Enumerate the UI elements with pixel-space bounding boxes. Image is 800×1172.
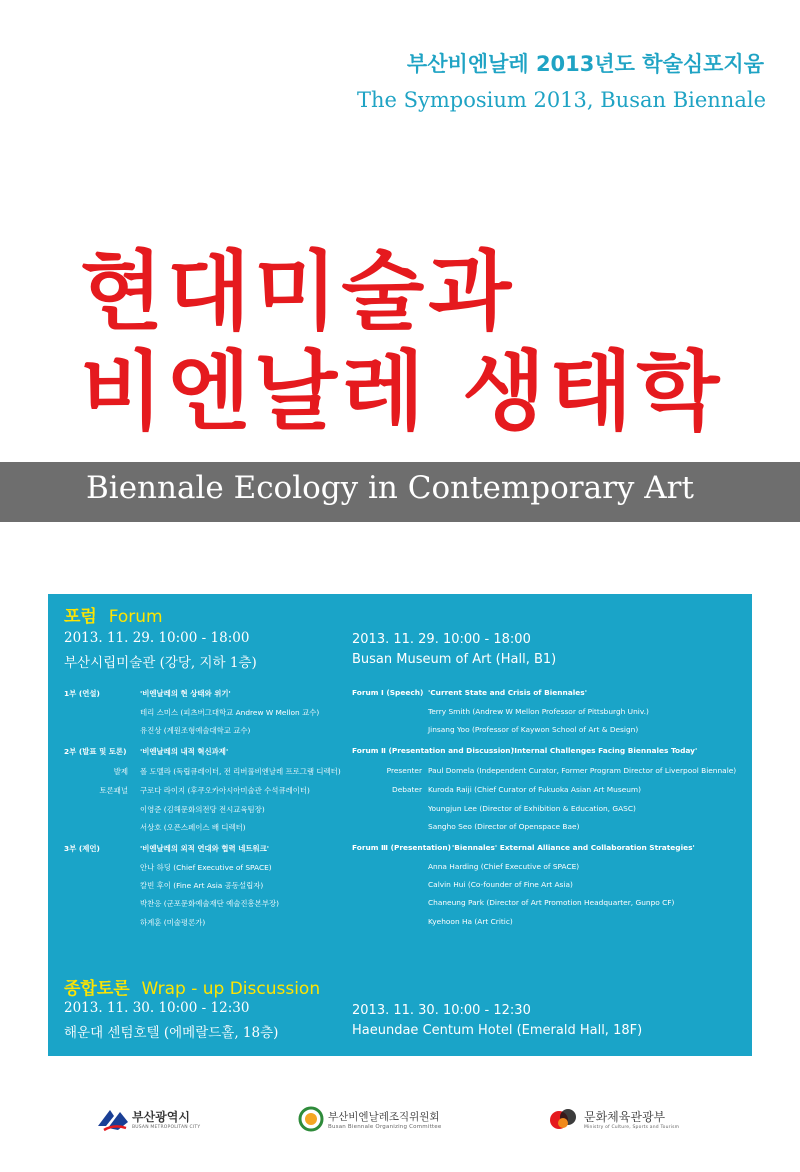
wrapup-venue-en: Haeundae Centum Hotel (Emerald Hall, 18F)	[352, 1023, 643, 1038]
program-label: Presenter	[386, 766, 422, 775]
program-speaker: 테리 스미스 (피츠버그대학교 Andrew W Mellon 교수)	[140, 708, 320, 717]
program-speaker: 칼빈 후이 (Fine Art Asia 공동설립자)	[140, 881, 264, 890]
program-speaker: 하계훈 (미술평론가)	[140, 918, 206, 927]
forum-venue-en: Busan Museum of Art (Hall, B1)	[352, 652, 557, 667]
program-label: Debater	[392, 785, 422, 794]
program-speaker: 박찬응 (군포문화예술재단 예술진흥본부장)	[140, 899, 279, 908]
ministry-emblem-icon	[548, 1106, 582, 1132]
program-speaker: Calvin Hui (Co-founder of Fine Art Asia)	[428, 880, 573, 889]
program-section-title: '비엔날레의 내적 혁신과제'	[140, 747, 229, 756]
program-section-title: '비엔날레의 외적 연대와 협력 네트워크'	[140, 844, 270, 853]
program-speaker: Kuroda Raiji (Chief Curator of Fukuoka Asian Art Museum)	[428, 785, 642, 794]
program-speaker: Sangho Seo (Director of Openspace Bae)	[428, 822, 580, 831]
program-label: 1부 (연설)	[64, 689, 100, 698]
wrapup-date-ko: 2013. 11. 30. 10:00 - 12:30	[64, 1000, 250, 1016]
wrapup-date-en: 2013. 11. 30. 10:00 - 12:30	[352, 1003, 531, 1018]
wrapup-venue-ko: 해운대 센텀호텔 (에메랄드홀, 18층)	[64, 1025, 279, 1041]
program-label: Forum Ⅲ (Presentation)	[352, 843, 451, 852]
program-speaker: 서상호 (오픈스페이스 배 디렉터)	[140, 823, 246, 832]
program-label: Forum Ⅰ (Speech)	[352, 688, 424, 697]
forum-date-ko: 2013. 11. 29. 10:00 - 18:00	[64, 630, 250, 646]
main-title-line-1: 현대미술과	[80, 242, 516, 342]
program-speaker: Paul Domela (Independent Curator, Former Program Director of Liverpool Biennale)	[428, 766, 737, 775]
program-speaker: 이영준 (김해문화의전당 전시교육팀장)	[140, 805, 265, 814]
biennale-emblem-icon	[298, 1106, 324, 1132]
program-speaker: Chaneung Park (Director of Art Promotion Headquarter, Gunpo CF)	[428, 898, 675, 907]
logo1-en: BUSAN METROPOLITAN CITY	[132, 1125, 201, 1130]
program-speaker: 구로다 라이지 (후쿠오카아시아미술관 수석큐레이터)	[140, 786, 310, 795]
biennale-committee-logo	[298, 1106, 441, 1132]
program-label: 3부 (제언)	[64, 844, 100, 853]
forum-title-en: Forum	[108, 607, 163, 627]
program-speaker: 안나 하딩 (Chief Executive of SPACE)	[140, 863, 272, 872]
logo2-en: Busan Biennale Organizing Committee	[328, 1123, 442, 1130]
program-label: 발제	[113, 767, 128, 776]
ministry-logo	[548, 1106, 679, 1132]
program-speaker: Youngjun Lee (Director of Exhibition & Education, GASC)	[428, 804, 636, 813]
program-speaker: Terry Smith (Andrew W Mellon Professor of Pittsburgh Univ.)	[428, 707, 649, 716]
forum-venue-ko: 부산시립미술관 (강당, 지하 1층)	[64, 655, 257, 671]
program-speaker: 유진상 (계원조형예술대학교 교수)	[140, 726, 251, 735]
header-title-ko: 부산비엔날레 2013년도 학술심포지움	[406, 52, 764, 76]
header-title-en: The Symposium 2013, Busan Biennale	[356, 88, 766, 112]
logo3-ko: 문화체육관광부	[584, 1110, 666, 1124]
program-section-title: 'Biennales' External Alliance and Collaboration Strategies'	[452, 843, 695, 852]
program-section-title: 'Current State and Crisis of Biennales'	[428, 688, 587, 697]
footer-logos	[0, 1104, 800, 1144]
program-section-title: '비엔날레의 현 상태와 위기'	[140, 689, 231, 698]
program-speaker: Jinsang Yoo (Professor of Kaywon School of Art & Design)	[428, 725, 639, 734]
program-panel	[48, 594, 752, 1056]
logo3-en: Ministry of Culture, Sports and Tourism	[584, 1125, 680, 1130]
main-title-line-2: 비엔날레 생태학	[80, 342, 724, 442]
logo2-ko: 부산비엔날레조직위원회	[328, 1110, 440, 1123]
wrapup-title-en: Wrap - up Discussion	[141, 979, 321, 999]
forum-title-ko: 포럼	[64, 607, 97, 627]
busan-city-emblem-icon	[96, 1104, 130, 1134]
program-speaker: Anna Harding (Chief Executive of SPACE)	[428, 862, 580, 871]
program-label: Forum Ⅱ (Presentation and Discussion)	[352, 746, 514, 755]
subtitle-en: Biennale Ecology in Contemporary Art	[86, 470, 694, 506]
program-label: 2부 (발표 및 토론)	[64, 747, 127, 756]
program-speaker: 폴 도멜라 (독립큐레이터, 전 리버풀비엔날레 프로그램 디렉터)	[140, 767, 341, 776]
program-section-title: 'Internal Challenges Facing Biennales Today'	[512, 746, 698, 755]
busan-city-logo	[96, 1104, 200, 1134]
program-label: 토론패널	[99, 786, 128, 795]
forum-date-en: 2013. 11. 29. 10:00 - 18:00	[352, 632, 531, 647]
forum-heading	[64, 602, 163, 627]
program-speaker: Kyehoon Ha (Art Critic)	[428, 917, 513, 926]
wrapup-title-ko: 종합토론	[64, 979, 130, 999]
wrapup-heading	[64, 974, 320, 999]
logo1-ko: 부산광역시	[132, 1110, 190, 1124]
